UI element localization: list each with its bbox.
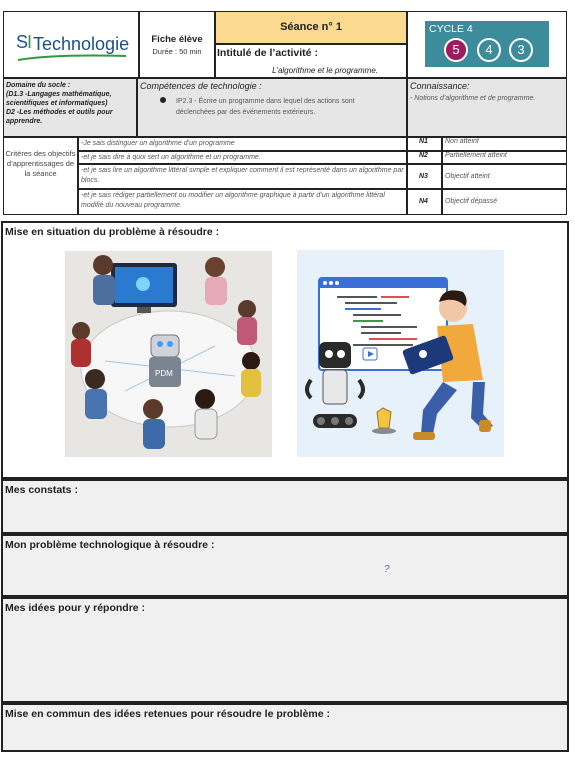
fiche-title: Fiche élève — [151, 34, 203, 45]
critere-code-4: N4 — [407, 189, 442, 215]
socle-cell — [3, 78, 137, 137]
competences-label: Compétences de technologie : — [140, 81, 262, 91]
section-title: Mise en situation du problème à résoudre : — [5, 226, 220, 238]
connaissance-text: - Notions d’algorithme et de programme. — [410, 95, 536, 102]
probleme-placeholder: ? — [384, 564, 390, 575]
section-idees[interactable] — [1, 597, 569, 703]
svg-text:I: I — [27, 32, 33, 52]
critere-row-2: -et je sais dire à quoi sert un algorithme et un programme. — [78, 151, 407, 164]
criteres-label: Critères des objectifs d’apprentissages de la séance — [3, 137, 78, 215]
logo-cell — [3, 11, 139, 78]
critere-row-3: -et je sais lire un algorithme littéral simple et expliquer comment il est représenté dans un algorithme par blocs. — [78, 164, 407, 189]
critere-level-2: Partiellement atteint — [442, 151, 567, 164]
seance-number: Séance n° 1 — [215, 11, 407, 44]
svg-text:Technologie: Technologie — [33, 34, 130, 54]
intitule-value: L’algorithme et le programme. — [272, 66, 378, 75]
critere-level-4: Objectif dépassé — [442, 189, 567, 215]
section-mise-en-commun[interactable] — [1, 703, 569, 752]
cycle-label: CYCLE 4 — [429, 23, 473, 35]
critere-level-3: Objectif atteint — [442, 164, 567, 189]
socle-line-2: D2 -Les méthodes et outils pour apprendre. — [6, 109, 113, 125]
section-title: Mes idées pour y répondre : — [5, 602, 146, 614]
section-probleme[interactable] — [1, 534, 569, 597]
robot-screen-text: PDM — [155, 369, 173, 378]
critere-code-1: N1 — [407, 137, 442, 151]
competences-item: IP2.3 - Écrire un programme dans lequel des actions sont déclenchées par des événements extérieurs. — [176, 98, 355, 116]
cycle-banner — [425, 21, 549, 67]
critere-code-2: N2 — [407, 151, 442, 164]
cycle-level-3: 3 — [509, 38, 533, 62]
robot-programming-illustration — [297, 250, 504, 457]
cycle-cell — [407, 11, 567, 78]
connaissance-cell — [407, 78, 567, 137]
svg-text:S: S — [16, 32, 29, 52]
critere-row-1: -Je sais distinguer un algorithme d’un programme — [78, 137, 407, 151]
robot-classroom-illustration — [65, 251, 272, 457]
intitule-label: Intitulé de l’activité : — [217, 47, 318, 59]
competences-cell — [137, 78, 407, 137]
section-title: Mise en commun des idées retenues pour résoudre le problème : — [5, 708, 331, 720]
connaissance-label: Connaissance: — [410, 81, 470, 91]
critere-level-1: Non atteint — [442, 137, 567, 151]
cycle-level-4: 4 — [477, 38, 501, 62]
cycle-level-5: 5 — [444, 38, 468, 62]
bullet-icon — [160, 97, 166, 103]
fiche-cell — [139, 11, 215, 78]
critere-code-3: N3 — [407, 164, 442, 189]
fiche-duration: Durée : 50 min — [152, 47, 202, 56]
section-constats[interactable] — [1, 479, 569, 534]
socle-label: Domaine du socle : — [6, 82, 71, 89]
section-title: Mes constats : — [5, 484, 78, 496]
section-title: Mon problème technologique à résoudre : — [5, 539, 215, 551]
socle-line-1: (D1.3 -Langages mathématique, scientifiques et informatiques) — [6, 91, 112, 107]
intitule-cell — [215, 44, 407, 78]
critere-row-4: -et je sais rédiger partiellement ou modifier un algorithme graphique à partir d’un algorithme littéral modifié du nouveau programme. — [78, 189, 407, 215]
sti-technologie-logo — [14, 26, 130, 64]
